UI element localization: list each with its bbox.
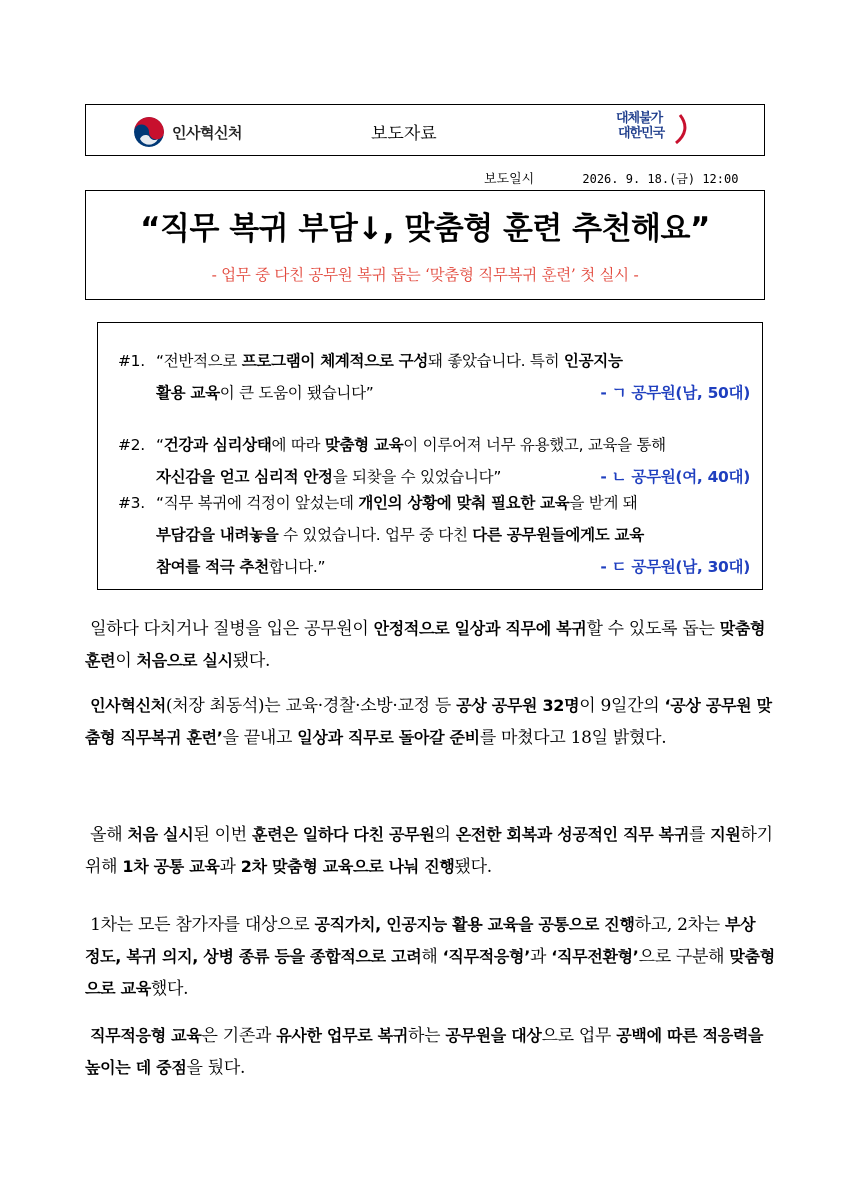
paragraph-emphasis: ‘공상 공무원 맞춤형 직무복귀 훈련’: [85, 696, 772, 747]
quote-emphasis: 개인의 상황에 맞춰 필요한 교육: [358, 494, 570, 512]
quote-text: “전반적으로: [156, 352, 242, 370]
body-paragraph-5: [85, 1020, 775, 1084]
paragraph-emphasis: 안정적으로 일상과 직무에 복귀: [373, 619, 587, 638]
paragraph-emphasis: 처음으로 실시: [136, 651, 233, 670]
quote-text: 을 받게 돼: [569, 494, 638, 512]
testimonial-line: [118, 377, 758, 409]
quote-emphasis: 인공지능: [563, 352, 623, 370]
paragraph-text: 으로 업무: [541, 1026, 617, 1046]
quote-emphasis: 활용 교육: [156, 384, 220, 402]
paragraph-text: 된 이번: [193, 825, 252, 845]
slogan-logo: [616, 111, 696, 151]
quote-text: 이 큰 도움이 됐습니다”: [219, 384, 374, 402]
paragraph-text: 으로 구분해: [638, 947, 730, 967]
testimonial-1: [118, 345, 758, 409]
paragraph-emphasis: 맞춤형으로 교육: [85, 947, 775, 998]
quote-text: 수 있었습니다. 업무 중 다친: [278, 526, 473, 544]
headline-subtitle: - 업무 중 다친 공무원 복귀 돕는 ‘맞춤형 직무복귀 훈련’ 첫 실시 -: [211, 266, 639, 284]
slogan-line-2: 대한민국: [618, 126, 665, 141]
slogan-swoosh-icon: [674, 113, 688, 145]
quote-text: 이 이루어져 너무 유용했고, 교육을 통해: [403, 436, 666, 454]
quote-text: “직무 복귀에 걱정이 앞섰는데: [156, 494, 359, 512]
quote-text: 합니다.”: [268, 558, 326, 576]
paragraph-text: 은 기존과: [201, 1026, 277, 1046]
paragraph-text: 과: [530, 947, 552, 967]
headline-box: [85, 190, 765, 300]
paragraph-emphasis: 1차 공통 교육: [122, 857, 220, 876]
paragraph-emphasis: 부상 정도, 복귀 의지, 상병 종류 등을 종합적으로 고려: [85, 915, 756, 966]
paragraph-emphasis: ‘직무적응형’: [442, 947, 530, 966]
testimonial-attribution: - ㄷ 공무원(남, 30대): [600, 558, 750, 576]
release-date-row: [484, 168, 738, 187]
body-paragraph-3: [85, 819, 775, 883]
paragraph-emphasis: 공무원을 대상: [445, 1026, 542, 1045]
quote-emphasis: 부담감을 내려놓을: [156, 526, 279, 544]
quote-text: 에 따라: [271, 436, 325, 454]
paragraph-emphasis: ‘직무전환형’: [551, 947, 639, 966]
quote-emphasis: 참여를 적극 추천: [156, 558, 269, 576]
testimonial-line: [118, 487, 758, 519]
taegeuk-emblem-icon: [134, 117, 164, 147]
paragraph-emphasis: 공직가치, 인공지능 활용 교육을 공통으로 진행: [314, 915, 635, 934]
paragraph-text: (처장 최동석)는 교육·경찰·소방·교정 등: [165, 696, 457, 716]
testimonial-2: [118, 429, 758, 493]
paragraph-text: 을 끝내고: [222, 728, 298, 748]
paragraph-text: 됐다.: [454, 857, 492, 877]
paragraph-text: 을 뒀다.: [186, 1058, 246, 1078]
testimonial-line: [118, 551, 758, 583]
release-date-value: 2026. 9. 18.(금) 12:00: [582, 172, 739, 186]
quote-text: 돼 좋았습니다. 특히: [428, 352, 564, 370]
quote-text: 을 되찾을 수 있었습니다”: [332, 468, 502, 486]
paragraph-text: 를 마쳤다고 18일 밝혔다.: [479, 728, 667, 748]
quote-emphasis: 자신감을 얻고 심리적 안정: [156, 468, 333, 486]
quote-emphasis: 건강과 심리상태: [163, 436, 272, 454]
testimonial-line: [118, 519, 758, 551]
paragraph-text: 해: [421, 947, 443, 967]
paragraph-emphasis: 공백에 따른 적응력을 높이는 데 중점: [85, 1026, 764, 1077]
paragraph-text: 했다.: [150, 979, 189, 999]
press-release-label: 보도자료: [371, 124, 437, 144]
paragraph-emphasis: 인사혁신처: [90, 696, 166, 715]
paragraph-emphasis: 유사한 업무로 복귀: [276, 1026, 408, 1045]
paragraph-text: 이: [115, 651, 137, 671]
paragraph-emphasis: 훈련은 일하다 다친 공무원: [251, 825, 435, 844]
paragraph-text: 1차는 모든 참가자를 대상으로: [90, 915, 315, 935]
testimonial-number: #3.: [118, 494, 145, 512]
testimonial-box: [97, 322, 763, 590]
body-paragraph-2: [85, 690, 775, 754]
quote-emphasis: 맞춤형 교육: [324, 436, 404, 454]
paragraph-text: 일하다 다치거나 질병을 입은 공무원이: [90, 619, 374, 639]
paragraph-text: 됐다.: [232, 651, 271, 671]
testimonial-3: [118, 487, 758, 583]
paragraph-emphasis: 직무적응형 교육: [90, 1026, 202, 1045]
paragraph-text: 하기 위해: [85, 825, 773, 877]
paragraph-emphasis: 온전한 회복과 성공적인 직무 복귀: [455, 825, 689, 844]
paragraph-emphasis: 지원: [710, 825, 741, 844]
testimonial-number: #1.: [118, 352, 145, 370]
testimonial-line: [118, 345, 758, 377]
body-paragraph-4: [85, 909, 775, 1005]
slogan-line-1: 대체불가: [616, 111, 663, 126]
release-date-label: 보도일시: [484, 172, 535, 187]
paragraph-emphasis: 처음 실시: [127, 825, 194, 844]
paragraph-text: 의: [434, 825, 456, 845]
quote-emphasis: 프로그램이 체계적으로 구성: [241, 352, 429, 370]
testimonial-number: #2.: [118, 436, 145, 454]
paragraph-emphasis: 맞춤형 훈련: [85, 619, 766, 670]
paragraph-text: 하고, 2차는: [634, 915, 725, 935]
paragraph-text: 올해: [90, 825, 128, 845]
ministry-name: 인사혁신처: [172, 123, 242, 142]
paragraph-emphasis: 2차 맞춤형 교육으로 나눠 진행: [240, 857, 455, 876]
paragraph-text: 할 수 있도록 돕는: [586, 619, 720, 639]
headline-title: “직무 복귀 부담↓, 맞춤형 훈련 추천해요”: [140, 211, 710, 247]
ministry-logo: [134, 117, 242, 147]
testimonial-attribution: - ㄴ 공무원(여, 40대): [600, 468, 750, 486]
body-paragraph-1: [85, 613, 775, 677]
paragraph-emphasis: 공상 공무원 32명: [456, 696, 580, 715]
testimonial-attribution: - ㄱ 공무원(남, 50대): [600, 384, 750, 402]
paragraph-text: 를: [689, 825, 711, 845]
paragraph-emphasis: 일상과 직무로 돌아갈 준비: [297, 728, 480, 747]
quote-emphasis: 다른 공무원들에게도 교육: [472, 526, 644, 544]
paragraph-text: 과: [219, 857, 241, 877]
testimonial-line: [118, 429, 758, 461]
press-header: [85, 104, 765, 156]
quote-text: “: [156, 436, 164, 454]
paragraph-text: 하는: [407, 1026, 446, 1046]
paragraph-text: 이 9일간의: [579, 696, 665, 716]
